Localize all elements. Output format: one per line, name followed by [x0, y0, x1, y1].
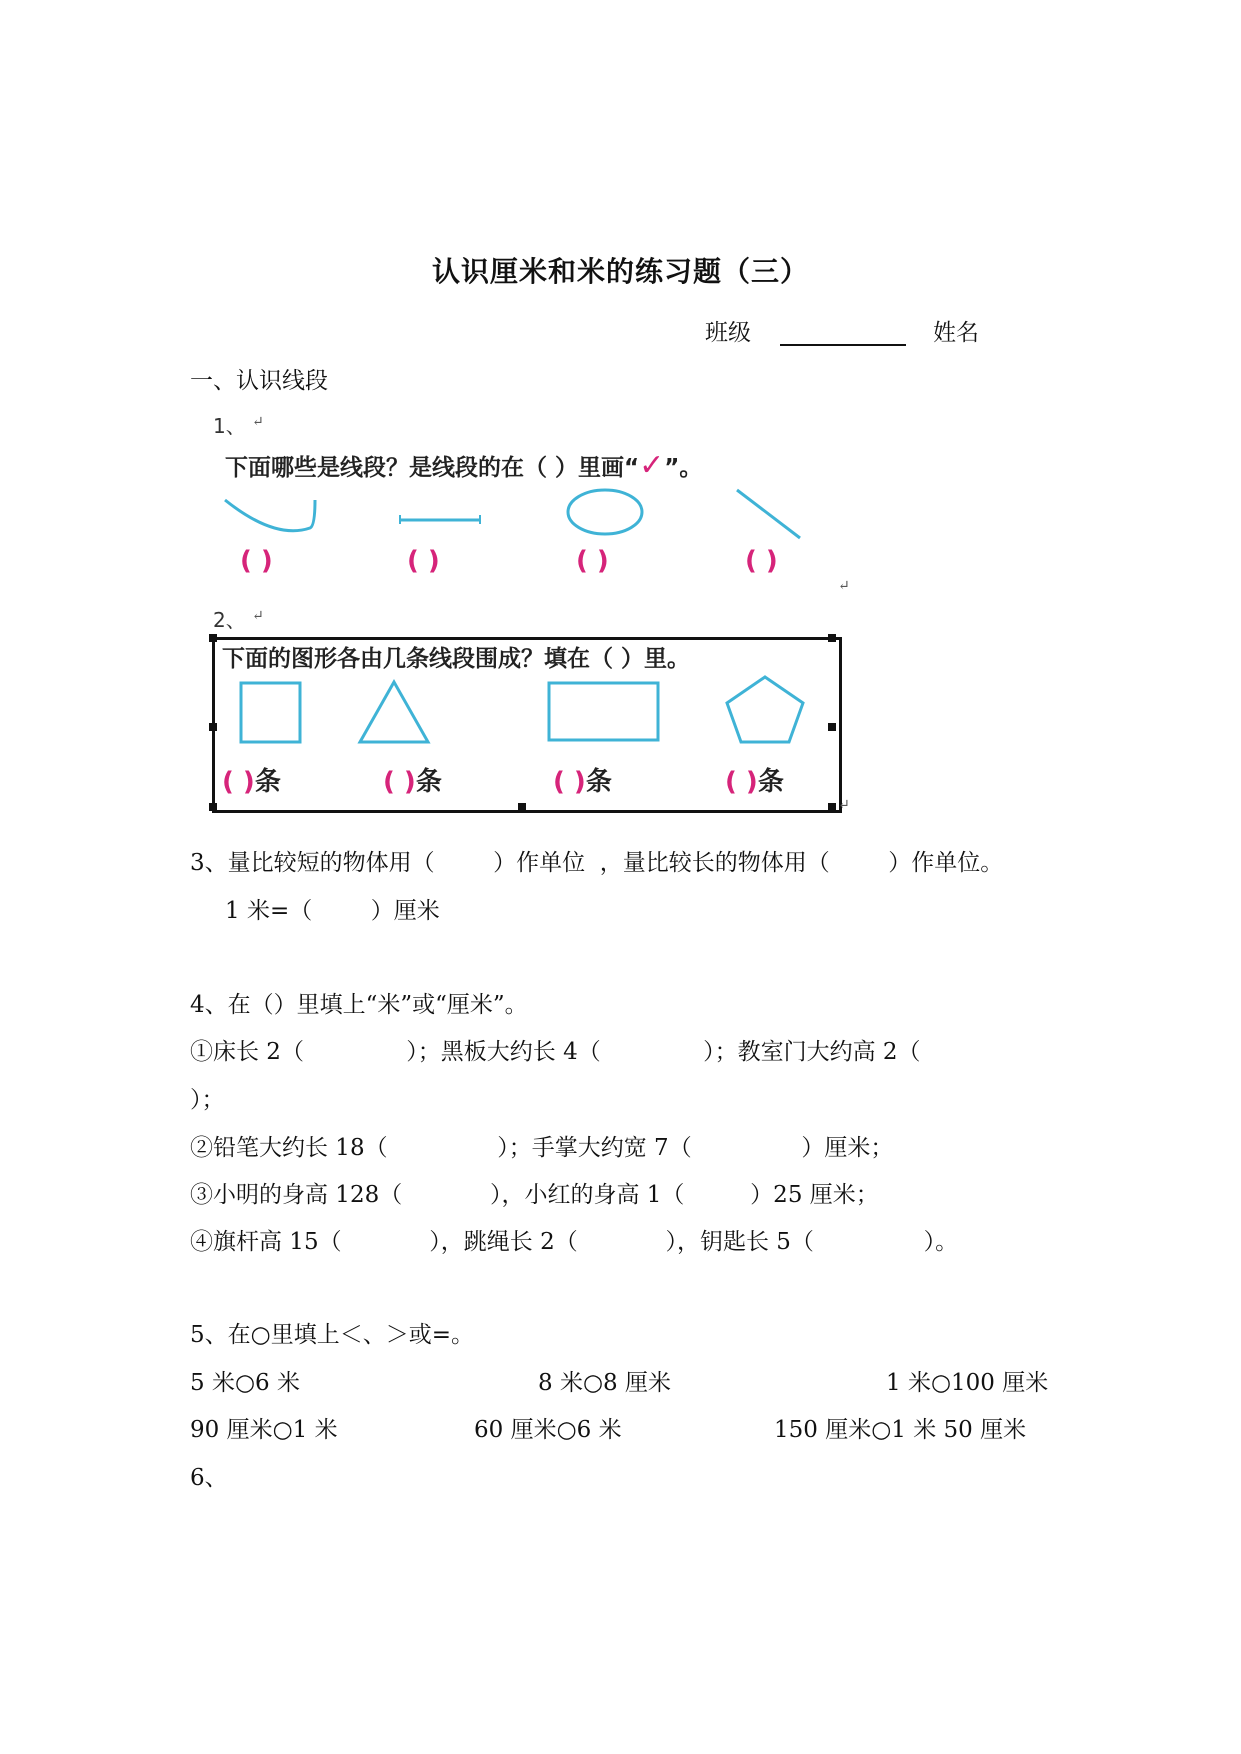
q3-line2: 1 米=（ ）厘米: [225, 898, 440, 924]
q3-line1: 3、量比较短的物体用（ ）作单位 ，量比较长的物体用（ ）作单位。: [190, 850, 1004, 876]
q1-prompt: 下面哪些是线段？是线段的在（ ）里画“✓”。: [225, 448, 703, 483]
return-mark: ↵: [252, 608, 264, 624]
q4-line-1: ①床长 2（ ）；黑板大约长 4（ ）；教室门大约高 2（: [190, 1039, 921, 1065]
resize-handle[interactable]: [828, 803, 836, 811]
q4-line-4: ④旗杆高 15（ ），跳绳长 2（ ），钥匙长 5（ ）。: [190, 1229, 959, 1255]
q2-answer-2[interactable]: ( )条: [383, 767, 442, 797]
q5-item: 8 米○8 厘米: [538, 1370, 671, 1396]
q1-answer-1[interactable]: ( ): [240, 546, 273, 576]
square-shape: [241, 683, 300, 742]
return-mark: ↵: [838, 797, 850, 813]
q4-heading: 4、在（）里填上“米”或“厘米”。: [190, 992, 528, 1018]
check-icon: ✓: [639, 448, 665, 483]
return-mark: ↵: [838, 578, 850, 594]
section1-heading: 一、认识线段: [190, 368, 328, 394]
resize-handle[interactable]: [209, 634, 217, 642]
q2-answer-1[interactable]: ( )条: [222, 767, 281, 797]
q5-item: 60 厘米○6 米: [474, 1417, 622, 1443]
page-title: 认识厘米和米的练习题（三）: [431, 255, 809, 288]
q6-number: 6、: [190, 1465, 228, 1491]
q1-answer-2[interactable]: ( ): [407, 546, 440, 576]
q5-item: 150 厘米○1 米 50 厘米: [774, 1417, 1027, 1443]
ellipse-shape: [568, 490, 642, 534]
q5-item: 90 厘米○1 米: [190, 1417, 338, 1443]
q4-line-3: ③小明的身高 128（ ），小红的身高 1（ ）25 厘米；: [190, 1182, 879, 1208]
q5-item: 1 米○100 厘米: [886, 1370, 1049, 1396]
q4-line-2: ②铅笔大约长 18（ ）；手掌大约宽 7（ ）厘米；: [190, 1135, 894, 1161]
triangle-shape: [360, 682, 428, 742]
q2-number: 2、: [213, 608, 246, 632]
resize-handle[interactable]: [518, 803, 526, 811]
q1-shapes: [215, 480, 835, 550]
q2-answer-4[interactable]: ( )条: [725, 767, 784, 797]
q1-number: 1、: [213, 414, 246, 438]
resize-handle[interactable]: [209, 803, 217, 811]
q2-shapes: [215, 675, 835, 755]
q2-prompt: 下面的图形各由几条线段围成？填在（ ）里。: [222, 646, 691, 672]
rectangle-shape: [549, 683, 658, 740]
class-blank[interactable]: [780, 344, 906, 346]
q2-answer-3[interactable]: ( )条: [553, 767, 612, 797]
pentagon-shape: [727, 677, 803, 742]
class-label: 班级: [705, 320, 751, 346]
ray-shape: [737, 490, 800, 538]
q4-line-1-cont: ）；: [190, 1087, 225, 1113]
q1-answer-3[interactable]: ( ): [576, 546, 609, 576]
q1-answer-4[interactable]: ( ): [745, 546, 778, 576]
return-mark: ↵: [252, 414, 264, 430]
name-label: 姓名: [933, 320, 979, 346]
q5-heading: 5、在○里填上＜、＞或=。: [190, 1322, 474, 1348]
resize-handle[interactable]: [828, 634, 836, 642]
q5-item: 5 米○6 米: [190, 1370, 300, 1396]
curve-shape: [225, 500, 315, 531]
